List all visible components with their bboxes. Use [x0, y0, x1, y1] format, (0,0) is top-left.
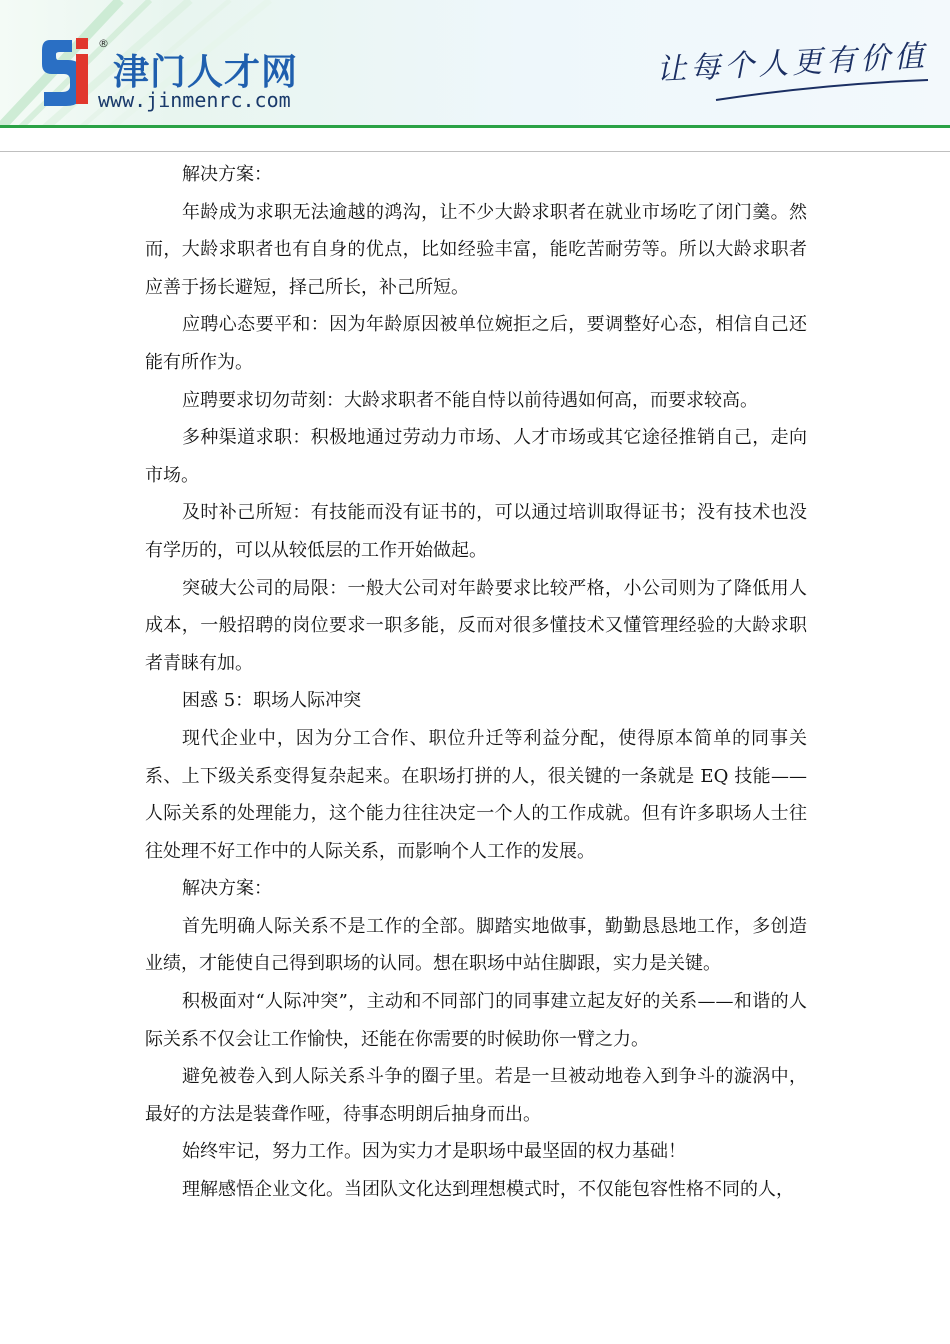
document-body [145, 156, 807, 1209]
logo-icon [40, 34, 98, 112]
logo-url[interactable]: www.jinmenrc.com [98, 88, 291, 112]
paragraph: 避免被卷入到人际关系斗争的圈子里。若是一旦被动地卷入到争斗的漩涡中，最好的方法是装聋作哑，待事态明朗后抽身而出。 [145, 1066, 807, 1125]
paragraph: 多种渠道求职：积极地通过劳动力市场、人才市场或其它途径推销自己，走向市场。 [145, 427, 807, 486]
registered-mark: ® [98, 37, 109, 50]
paragraph: 始终牢记，努力工作。因为实力才是职场中最坚固的权力基础！ [182, 1141, 686, 1163]
content-divider [0, 151, 950, 152]
paragraph: 解决方案： [182, 164, 272, 185]
paragraph: 现代企业中，因为分工合作、职位升迁等利益分配，使得原本简单的同事关系、上下级关系变得复杂起来。在职场打拼的人，很关键的一条就是 EQ 技能——人际关系的处理能力，这个能力往往决定一个人的工作成就。但有许多职场人士往往处理不好工作中的人际关系，而影响个人工作的发展。 [145, 727, 807, 862]
slogan-underline [712, 76, 932, 106]
section-heading: 困惑 5：职场人际冲突 [182, 690, 362, 712]
page-header [0, 0, 950, 128]
paragraph: 应聘心态要平和：因为年龄原因被单位婉拒之后，要调整好心态，相信自己还能有所作为。 [145, 314, 807, 373]
logo-title: 津门人才网 [113, 52, 299, 93]
paragraph: 理解感悟企业文化。当团队文化达到理想模式时，不仅能包容性格不同的人， [182, 1179, 794, 1201]
paragraph: 解决方案： [182, 878, 272, 900]
paragraph: 年龄成为求职无法逾越的鸿沟，让不少大龄求职者在就业市场吃了闭门羹。然而，大龄求职者也有自身的优点，比如经验丰富，能吃苦耐劳等。所以大龄求职者应善于扬长避短，择己所长，补己所短。 [145, 201, 807, 298]
paragraph: 突破大公司的局限：一般大公司对年龄要求比较严格，小公司则为了降低用人成本，一般招聘的岗位要求一职多能，反而对很多懂技术又懂管理经验的大龄求职者青睐有加。 [145, 577, 807, 674]
paragraph: 首先明确人际关系不是工作的全部。脚踏实地做事，勤勤恳恳地工作，多创造业绩，才能使自己得到职场的认同。想在职场中站住脚跟，实力是关键。 [145, 915, 807, 975]
slogan: 让每个人更有价值 [655, 38, 929, 89]
paragraph: 应聘要求切勿苛刻：大龄求职者不能自恃以前待遇如何高，而要求较高。 [182, 389, 758, 411]
paragraph: 积极面对“人际冲突”，主动和不同部门的同事建立起友好的关系——和谐的人际关系不仅会让工作愉快，还能在你需要的时候助你一臂之力。 [145, 991, 807, 1050]
paragraph: 及时补己所短：有技能而没有证书的，可以通过培训取得证书；没有技术也没有学历的，可以从较低层的工作开始做起。 [145, 502, 807, 561]
header-divider [0, 125, 950, 128]
